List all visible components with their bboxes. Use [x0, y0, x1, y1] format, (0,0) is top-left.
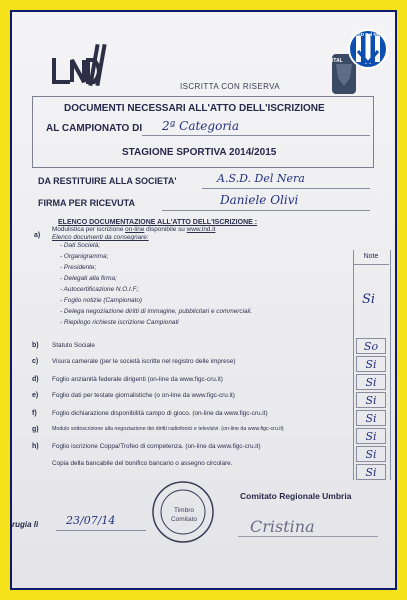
- society-value: A.S.D. Del Nera: [217, 172, 305, 185]
- date-rule: [56, 530, 146, 531]
- society-label: DA RESTITUIRE ALLA SOCIETA': [38, 176, 177, 186]
- signature-rule: [238, 536, 378, 537]
- title-campionato-label: AL CAMPIONATO DI: [46, 123, 143, 134]
- item-a-text: Modulistica per iscrizione on-line disponibile su www.lnd.it: [52, 226, 216, 233]
- list-heading: ELENCO DOCUMENTAZIONE ALL'ATTO DELL'ISCRIZIONE :: [58, 219, 258, 226]
- club-badge-label: ASD Del Nera: [354, 32, 384, 37]
- date-value: 23/07/14: [66, 514, 116, 527]
- title-stagione: STAGIONE SPORTIVA 2014/2015: [122, 147, 277, 158]
- item-g-letter: g): [32, 426, 39, 433]
- sub-item: - Presidente;: [60, 264, 97, 271]
- firma-label: FIRMA PER RICEVUTA: [38, 198, 136, 208]
- committee-signature: Cristina: [250, 517, 315, 536]
- item-e-text: Foglio dati per testate giornalistiche (o on-line da www.figc-cru.it): [52, 392, 235, 399]
- campionato-rule: [142, 135, 370, 136]
- sub-item: - Delegati alla firma;: [60, 275, 117, 282]
- item-h-letter: h): [32, 443, 39, 450]
- item-d-letter: d): [32, 376, 39, 383]
- italia-badge-label: ITAL: [332, 58, 343, 64]
- campionato-value: 2ª Categoria: [162, 119, 240, 133]
- item-a-letter: a): [34, 232, 41, 239]
- riserva-label: ISCRITTA CON RISERVA: [180, 82, 281, 91]
- sub-item: - Foglio notizie (Campionato): [60, 297, 143, 304]
- sub-item: - Autocertificazione N.O.I.F.;: [60, 286, 140, 293]
- item-c-letter: c): [32, 358, 39, 365]
- note-mark-c: Si: [356, 356, 386, 372]
- firma-rule: [162, 210, 370, 211]
- item-c-text: Visura camerale (per le società iscritte nel registro delle imprese): [52, 358, 236, 365]
- document-sheet: [10, 10, 397, 590]
- society-rule: [202, 188, 370, 189]
- note-mark-g: Si: [356, 428, 386, 444]
- note-mark-a: Si: [362, 292, 376, 307]
- item-e-letter: e): [32, 392, 39, 399]
- item-a-subheading: Elenco documenti da consegnare:: [52, 234, 149, 241]
- item-copia-text: Copia della bancabile del bonifico bancario o assegno circolare.: [52, 460, 233, 467]
- item-b-letter: b): [32, 342, 39, 349]
- item-f-letter: f): [32, 410, 37, 417]
- committee-label: Comitato Regionale Umbria: [240, 491, 352, 501]
- place-label: rugia lì: [12, 520, 39, 529]
- note-mark-b: So: [356, 338, 386, 354]
- sub-item: - Dati Società;: [60, 242, 101, 249]
- item-g-text: Modulo sottoscrizione alla negoziazione dei diritti radiofonici e televisivi. (on-line da www.figc-cru.it): [52, 426, 284, 432]
- sub-item: - Delega negoziazione diritti di immagine, pubblicitari e commerciali.: [60, 308, 253, 315]
- note-mark-f: Si: [356, 410, 386, 426]
- firma-signature: Daniele Olivi: [220, 193, 299, 207]
- lnd-link[interactable]: www.lnd.it: [186, 226, 216, 233]
- lnd-logo: [48, 38, 110, 92]
- stamp-text: Timbro Comitato: [170, 507, 197, 523]
- item-f-text: Foglio dichiarazione disponibilità campo di gioco. (on-line da www.figc-cru.it): [52, 410, 268, 417]
- item-b-text: Statuto Sociale: [52, 342, 95, 349]
- note-mark-copia: Si: [356, 464, 386, 480]
- sub-item: - Riepilogo richieste iscrizione Campionati: [60, 319, 179, 326]
- sub-item: - Organigramma;: [60, 253, 109, 260]
- note-mark-h: Si: [356, 446, 386, 462]
- note-mark-e: Si: [356, 392, 386, 408]
- note-header: Note: [353, 250, 389, 265]
- item-h-text: Foglio iscrizione Coppa/Trofeo di competenza. (on-line da www.figc-cru.it): [52, 443, 261, 450]
- item-d-text: Foglio anzianità federale dirigenti (on-line da www.figc-cru.it): [52, 376, 223, 383]
- title-documenti: DOCUMENTI NECESSARI ALL'ATTO DELL'ISCRIZIONE: [64, 103, 325, 114]
- note-mark-d: Si: [356, 374, 386, 390]
